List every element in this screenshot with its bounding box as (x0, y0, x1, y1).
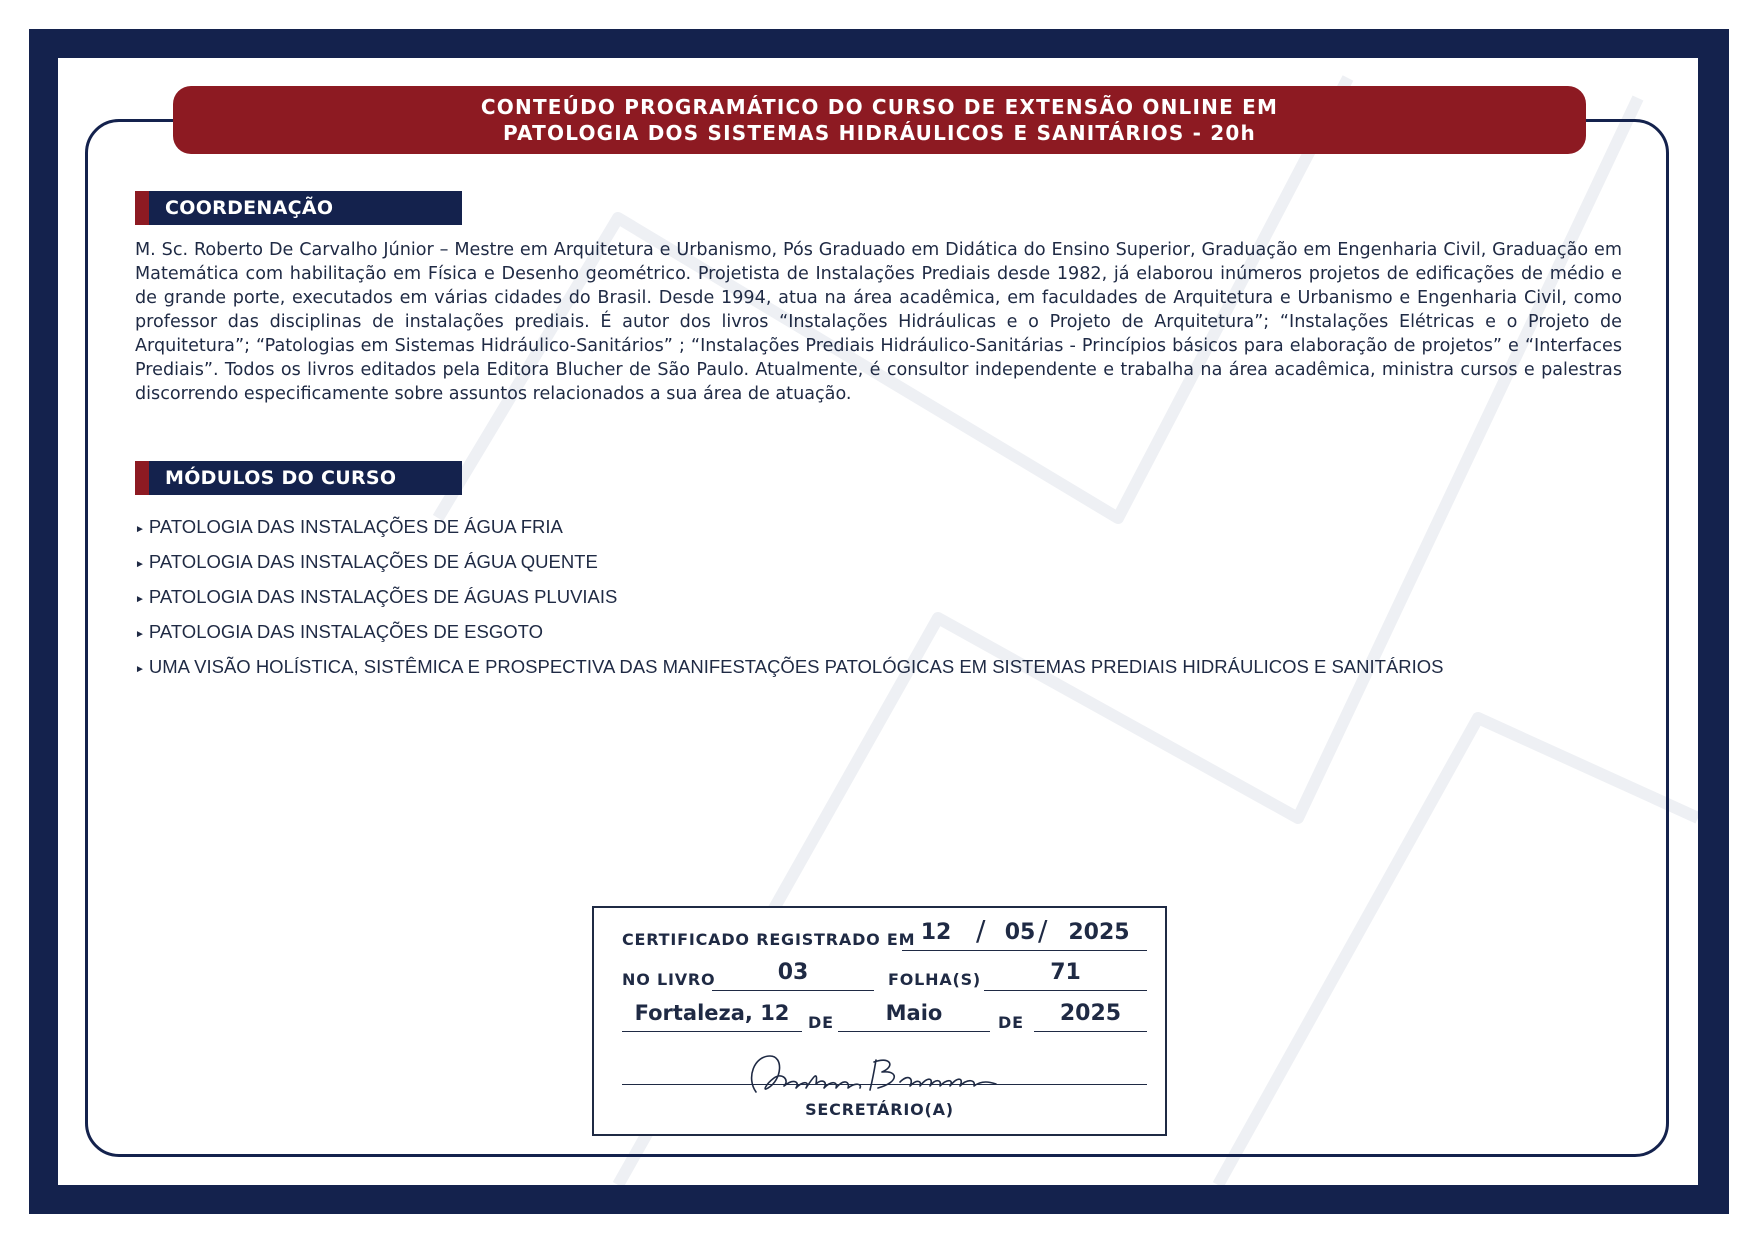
registered-label: CERTIFICADO REGISTRADO EM (622, 930, 916, 949)
registration-year-2: 2025 (1059, 1001, 1122, 1026)
title-line-2: PATOLOGIA DOS SISTEMAS HIDRÁULICOS E SANITÁRIOS - 20h (503, 121, 1256, 145)
modules-heading: MÓDULOS DO CURSO (135, 461, 462, 495)
list-item (135, 619, 1444, 654)
registration-day: 12 (920, 920, 952, 945)
registration-month: 05 (1004, 920, 1036, 945)
module-label: UMA VISÃO HOLÍSTICA, SISTÊMICA E PROSPECTIVA DAS MANIFESTAÇÕES PATOLÓGICAS EM SISTEMAS PREDIAIS HIDRÁULICOS E SANITÁRIOS (148, 656, 1444, 677)
date-separator: / (976, 914, 986, 947)
module-label: PATOLOGIA DAS INSTALAÇÕES DE ÁGUAS PLUVIAIS (148, 586, 618, 607)
registration-year: 2025 (1068, 920, 1130, 945)
book-underline (712, 990, 874, 991)
module-label: PATOLOGIA DAS INSTALAÇÕES DE ESGOTO (148, 621, 543, 642)
secretary-label: SECRETÁRIO(A) (805, 1100, 954, 1119)
module-label: PATOLOGIA DAS INSTALAÇÕES DE ÁGUA QUENTE (148, 551, 598, 572)
list-item (135, 549, 1444, 584)
book-label: NO LIVRO (622, 970, 716, 989)
de-label: DE (808, 1013, 834, 1032)
month-name: Maio (885, 1001, 943, 1025)
date-underline (902, 950, 1147, 951)
coordinator-bio: M. Sc. Roberto De Carvalho Júnior – Mestre em Arquitetura e Urbanismo, Pós Graduado em Didática do Ensino Superior, Graduação em Engenharia Civil, Graduação em Matemática com habilitação em Física e Desenho geométrico. Projetista de Instalações Prediais desde 1982, já elaborou inúmeros projetos de edificações de médio e de grande porte, executados em várias cidades do Brasil. Desde 1994, atua na área acadêmica, em faculdades de Arquitetura e Urbanismo e Engenharia Civil, como professor das disciplinas de instalações prediais. É autor dos livros “Instalações Hidráulicas e o Projeto de Arquitetura”; “Instalações Elétricas e o Projeto de Arquitetura”; “Patologias em Sistemas Hidráulico-Sanitários” ; “Instalações Prediais Hidráulico-Sanitárias - Princípios básicos para elaboração de projetos” e “Interfaces Prediais”. Todos os livros editados pela Editora Blucher de São Paulo. Atualmente, é consultor independente e trabalha na área acadêmica, ministra cursos e palestras discorrendo especificamente sobre assuntos relacionados a sua área de atuação. (135, 240, 1622, 404)
de-label: DE (998, 1013, 1024, 1032)
arrow-right-icon: ► (135, 559, 145, 570)
list-item (135, 514, 1444, 549)
year-underline (1034, 1031, 1147, 1032)
arrow-right-icon: ► (135, 524, 145, 535)
module-list (135, 514, 1444, 689)
sheet-underline (984, 990, 1147, 991)
sheet-label: FOLHA(S) (888, 970, 982, 989)
month-underline (838, 1031, 990, 1032)
registration-box (592, 906, 1167, 1136)
coordination-heading: COORDENAÇÃO (135, 191, 462, 225)
arrow-right-icon: ► (135, 594, 145, 605)
title-banner (173, 86, 1586, 154)
date-separator: / (1038, 914, 1048, 947)
sheet-number: 71 (1050, 960, 1081, 985)
book-number: 03 (777, 960, 809, 985)
signature-line (622, 1084, 1147, 1085)
signature-graphic (744, 1048, 1044, 1100)
module-label: PATOLOGIA DAS INSTALAÇÕES DE ÁGUA FRIA (148, 516, 563, 537)
list-item (135, 654, 1444, 689)
list-item (135, 584, 1444, 619)
place-underline (622, 1031, 802, 1032)
place-date: Fortaleza, 12 (634, 1001, 790, 1025)
title-line-1: CONTEÚDO PROGRAMÁTICO DO CURSO DE EXTENSÃO ONLINE EM (480, 95, 1279, 119)
arrow-right-icon: ► (135, 664, 145, 675)
arrow-right-icon: ► (135, 629, 145, 640)
